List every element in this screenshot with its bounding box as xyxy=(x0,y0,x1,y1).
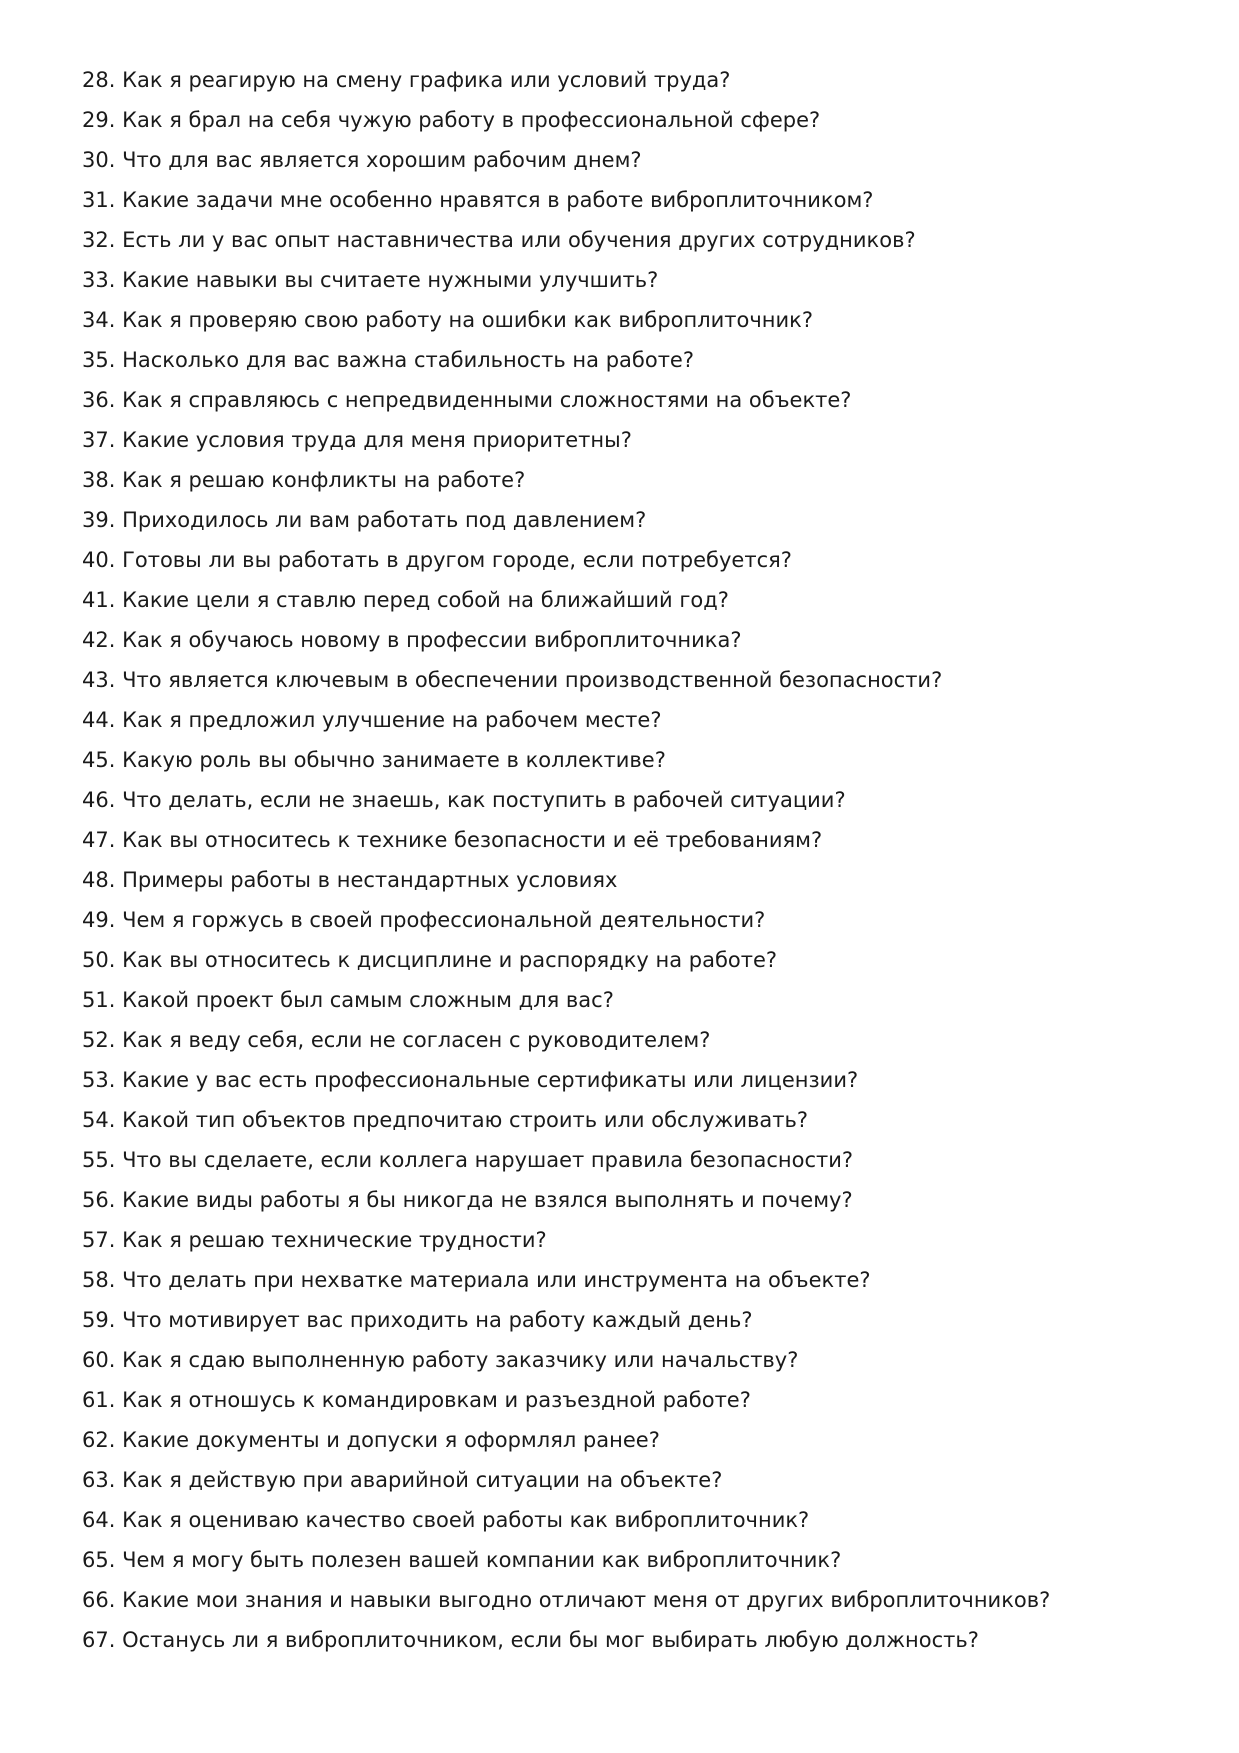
question-item: 35. Насколько для вас важна стабильность на работе? xyxy=(82,348,694,372)
question-item: 52. Как я веду себя, если не согласен с руководителем? xyxy=(82,1028,711,1052)
question-item: 61. Как я отношусь к командировкам и разъездной работе? xyxy=(82,1388,751,1412)
question-item: 45. Какую роль вы обычно занимаете в коллективе? xyxy=(82,748,666,772)
question-item: 65. Чем я могу быть полезен вашей компании как виброплиточник? xyxy=(82,1548,842,1572)
question-item: 50. Как вы относитесь к дисциплине и распорядку на работе? xyxy=(82,948,778,972)
question-item: 62. Какие документы и допуски я оформлял ранее? xyxy=(82,1428,660,1452)
question-item: 44. Как я предложил улучшение на рабочем месте? xyxy=(82,708,662,732)
question-item: 39. Приходилось ли вам работать под давлением? xyxy=(82,508,647,532)
question-item: 37. Какие условия труда для меня приоритетны? xyxy=(82,428,632,452)
question-item: 29. Как я брал на себя чужую работу в профессиональной сфере? xyxy=(82,108,821,132)
question-item: 38. Как я решаю конфликты на работе? xyxy=(82,468,526,492)
question-item: 59. Что мотивирует вас приходить на работу каждый день? xyxy=(82,1308,753,1332)
question-item: 43. Что является ключевым в обеспечении производственной безопасности? xyxy=(82,668,943,692)
question-item: 60. Как я сдаю выполненную работу заказчику или начальству? xyxy=(82,1348,799,1372)
question-item: 54. Какой тип объектов предпочитаю строить или обслуживать? xyxy=(82,1108,808,1132)
question-item: 42. Как я обучаюсь новому в профессии виброплиточника? xyxy=(82,628,742,652)
question-item: 36. Как я справляюсь с непредвиденными сложностями на объекте? xyxy=(82,388,852,412)
question-item: 41. Какие цели я ставлю перед собой на ближайший год? xyxy=(82,588,729,612)
question-item: 28. Как я реагирую на смену графика или условий труда? xyxy=(82,68,731,92)
question-item: 31. Какие задачи мне особенно нравятся в работе виброплиточником? xyxy=(82,188,874,212)
question-item: 58. Что делать при нехватке материала или инструмента на объекте? xyxy=(82,1268,871,1292)
question-list xyxy=(82,60,1202,1660)
question-item: 48. Примеры работы в нестандартных условиях xyxy=(82,868,618,892)
question-item: 67. Останусь ли я виброплиточником, если бы мог выбирать любую должность? xyxy=(82,1628,979,1652)
question-item: 53. Какие у вас есть профессиональные сертификаты или лицензии? xyxy=(82,1068,859,1092)
question-item: 46. Что делать, если не знаешь, как поступить в рабочей ситуации? xyxy=(82,788,846,812)
question-item: 64. Как я оцениваю качество своей работы как виброплиточник? xyxy=(82,1508,810,1532)
question-item: 33. Какие навыки вы считаете нужными улучшить? xyxy=(82,268,659,292)
question-item: 55. Что вы сделаете, если коллега нарушает правила безопасности? xyxy=(82,1148,854,1172)
question-item: 30. Что для вас является хорошим рабочим днем? xyxy=(82,148,642,172)
question-item: 34. Как я проверяю свою работу на ошибки как виброплиточник? xyxy=(82,308,814,332)
question-item: 47. Как вы относитесь к технике безопасности и её требованиям? xyxy=(82,828,823,852)
question-item: 32. Есть ли у вас опыт наставничества или обучения других сотрудников? xyxy=(82,228,916,252)
question-item: 63. Как я действую при аварийной ситуации на объекте? xyxy=(82,1468,723,1492)
question-item: 56. Какие виды работы я бы никогда не взялся выполнять и почему? xyxy=(82,1188,853,1212)
question-item: 40. Готовы ли вы работать в другом городе, если потребуется? xyxy=(82,548,792,572)
question-item: 66. Какие мои знания и навыки выгодно отличают меня от других виброплиточников? xyxy=(82,1588,1051,1612)
question-item: 51. Какой проект был самым сложным для вас? xyxy=(82,988,614,1012)
question-item: 49. Чем я горжусь в своей профессиональной деятельности? xyxy=(82,908,766,932)
question-item: 57. Как я решаю технические трудности? xyxy=(82,1228,547,1252)
